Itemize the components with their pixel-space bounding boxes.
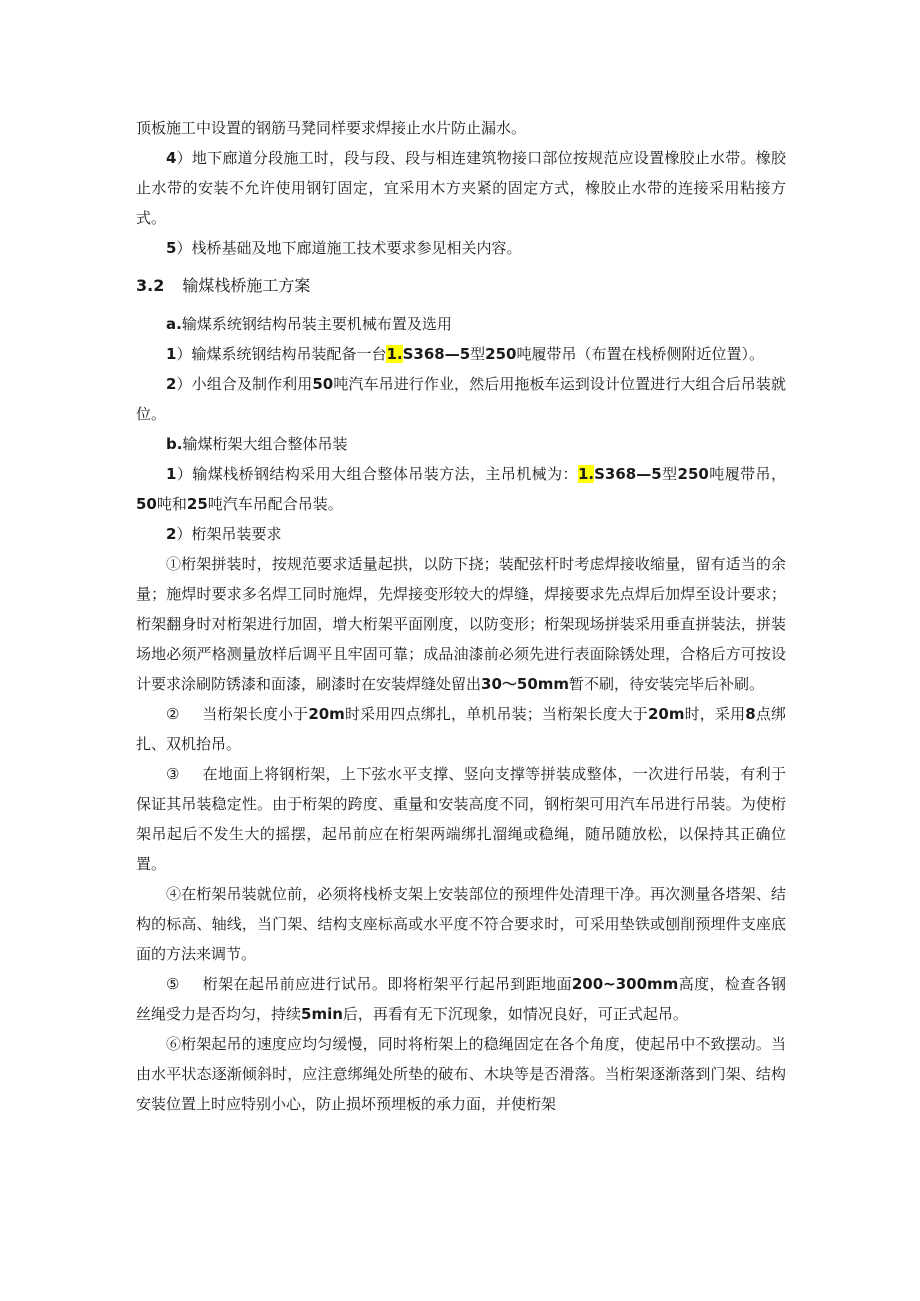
subheading-text: 输煤桁架大组合整体吊装 [182, 435, 348, 453]
text: ④在桁架吊装就位前，必须将栈桥支架上安装部位的预埋件处清理干净。再次测量各塔架、结构的标高、轴线，当门架、结构支座标高或水平度不符合要求时，可采用垫铁或刨削预埋件支座底面的方法来调节。 [136, 885, 786, 963]
text: 在地面上将钢桁架，上下弦水平支撑、竖向支撑等拼装成整体，一次进行吊装，有利于保证其吊装稳定性。由于桁架的跨度、重量和安装高度不同，钢桁架可用汽车吊进行吊装。为使桁架吊起后不发生大的摇摆，起吊前应在桁架两端绑扎溜绳或稳绳，随吊随放松，以保持其正确位置。 [136, 765, 786, 873]
item-number: 1 [166, 465, 177, 483]
tonnage: 250 [677, 465, 709, 483]
text: 时，采用 [684, 705, 746, 723]
model-number: S368—5 [594, 465, 662, 483]
text: 型 [470, 345, 486, 363]
text: ⑥桁架起吊的速度应均匀缓慢，同时将桁架上的稳绳固定在各个角度，使起吊中不致摆动。当由水平状态逐渐倾斜时，应注意绑绳处所垫的破布、木块等是否滑落。当桁架逐渐落到门架、结构安装位置上时应特别小心，防止损坏预埋板的承力面，并使桁架 [136, 1035, 786, 1113]
measurement: 5min [301, 1005, 343, 1023]
item-marker: ② [166, 705, 180, 723]
item-number: 4 [166, 149, 177, 167]
subheading-text: 输煤系统钢结构吊装主要机械布置及选用 [181, 315, 452, 333]
section-title: 输煤栈桥施工方案 [182, 276, 311, 295]
item-number: 5 [166, 239, 177, 257]
item-number: 2 [166, 375, 177, 393]
paragraph-text: ）栈桥基础及地下廊道施工技术要求参见相关内容。 [176, 239, 522, 257]
text: 吨汽车吊配合吊装。 [207, 495, 343, 513]
paragraph: 顶板施工中设置的钢筋马凳同样要求焊接止水片防止漏水。 [136, 119, 527, 137]
text: 高度，检查各钢丝绳受力是否均匀，持续 [136, 975, 786, 1023]
subheading-prefix: a. [166, 315, 182, 333]
text: ①桁架拼装时，按规范要求适量起拱，以防下挠；装配弦杆时考虑焊接收缩量，留有适当的余量；施焊时要求多名焊工同时施焊，先焊接变形较大的焊缝，焊接要求先点焊后加焊至设计要求；桁架翻身时对桁架进行加固，增大桁架平面刚度，以防变形；桁架现场拼装采用垂直拼装法，拼装场地必须严格测量放样后调平且牢固可靠；成品油漆前必须先进行表面除锈处理，合格后方可按设计要求涂刷防锈漆和面漆，刷漆时在安装焊缝处留出 [136, 555, 786, 693]
tonnage: 50 [136, 495, 157, 513]
subheading-a [136, 309, 786, 339]
paragraph-text: ）地下廊道分段施工时，段与段、段与相连建筑物接口部位按规范应设置橡胶止水带。橡胶止水带的安装不允许使用钢钉固定，宜采用木方夹紧的固定方式，橡胶止水带的连接采用粘接方式。 [136, 149, 786, 227]
text: ）输煤系统钢结构吊装配备一台 [176, 345, 387, 363]
text: ）输煤栈桥钢结构采用大组合整体吊装方法，主吊机械为： [176, 465, 578, 483]
measurement: 20m [308, 705, 345, 723]
text: 吨和 [156, 495, 187, 513]
text: 暂不刷，待安装完毕后补刷。 [569, 675, 765, 693]
highlighted-text: 1. [577, 465, 595, 483]
document-body [136, 113, 786, 1119]
text: 时采用四点绑扎，单机吊装；当桁架长度大于 [344, 705, 648, 723]
paragraph-a1 [136, 339, 786, 369]
section-number: 3.2 [136, 276, 165, 295]
text: 吨履带吊（布置在栈桥侧附近位置）。 [516, 345, 764, 363]
text: 后，再看有无下沉现象，如情况良好，可正式起吊。 [342, 1005, 688, 1023]
section-heading [136, 271, 786, 301]
paragraph-item-5 [136, 233, 786, 263]
paragraph-a2 [136, 369, 786, 429]
highlighted-text: 1. [386, 345, 403, 363]
tonnage: 25 [186, 495, 208, 513]
measurement: 8 [745, 705, 756, 723]
item-marker: ③ [166, 765, 180, 783]
requirement-item-4 [136, 879, 786, 969]
text: ）小组合及制作利用 [176, 375, 313, 393]
requirement-item-5 [136, 969, 786, 1029]
tonnage: 250 [485, 345, 517, 363]
tonnage: 50 [312, 375, 334, 393]
measurement: 20m [647, 705, 685, 723]
measurement: 30～50mm [481, 675, 570, 693]
text: 型 [661, 465, 678, 483]
text: 点绑扎、双机抬吊。 [136, 705, 786, 753]
text: 当桁架长度小于 [202, 705, 309, 723]
text: 吨汽车吊进行作业，然后用拖板车运到设计位置进行大组合后吊装就位。 [136, 375, 786, 423]
subheading-b [136, 429, 786, 459]
requirement-item-6 [136, 1029, 786, 1119]
measurement: 200~300mm [571, 975, 679, 993]
subheading-prefix: b. [166, 435, 183, 453]
item-number: 1 [166, 345, 177, 363]
item-marker: ⑤ [166, 975, 180, 993]
text: 桁架在起吊前应进行试吊。即将桁架平行起吊到距地面 [202, 975, 572, 993]
text: 吨履带吊， [708, 465, 786, 483]
requirement-item-1 [136, 549, 786, 699]
paragraph-b1 [136, 459, 786, 519]
paragraph-item-4 [136, 143, 786, 233]
requirement-item-2 [136, 699, 786, 759]
model-number: S368—5 [402, 345, 471, 363]
text: ）桁架吊装要求 [176, 525, 282, 543]
requirement-item-3 [136, 759, 786, 879]
item-number: 2 [166, 525, 177, 543]
paragraph-b2 [136, 519, 786, 549]
